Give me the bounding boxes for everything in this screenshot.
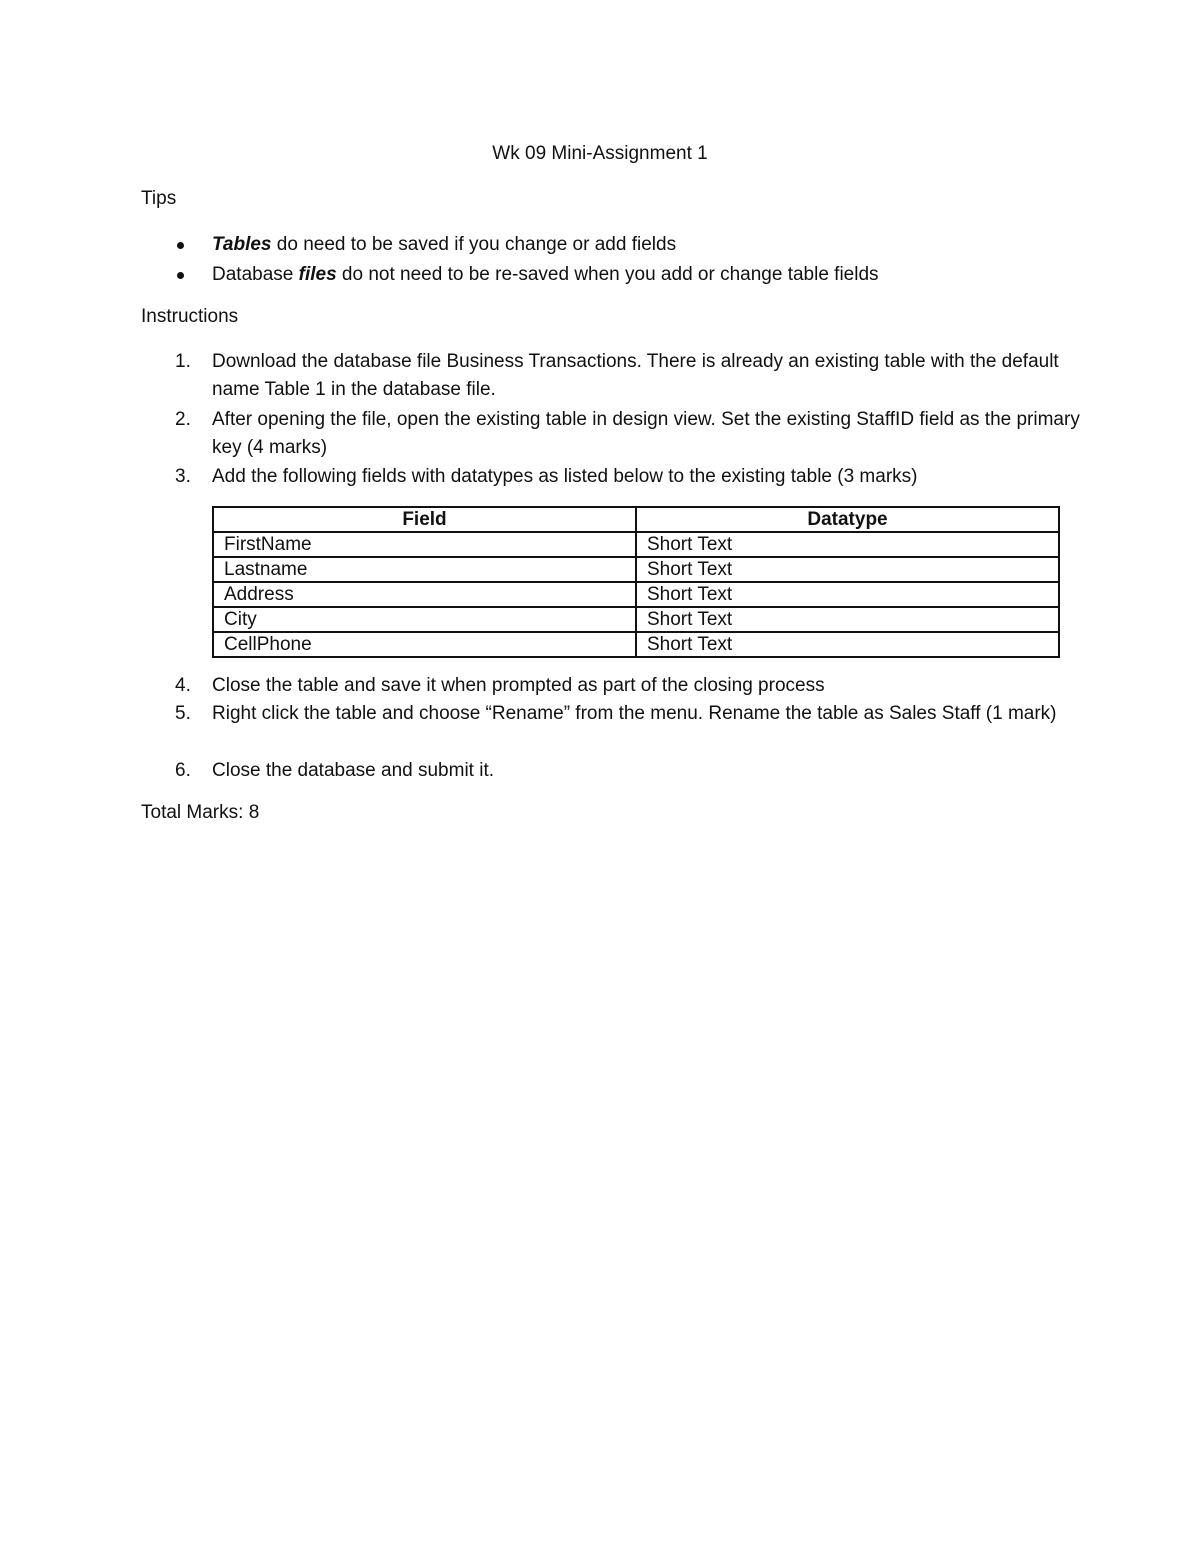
- bullet-icon: [177, 242, 184, 249]
- field-cell: City: [213, 607, 636, 632]
- step-text: Download the database file Business Transactions. There is already an existing table with the default name Table 1 in the database file.: [212, 351, 1059, 400]
- step-number: 6.: [175, 760, 191, 781]
- step-number: 4.: [175, 675, 191, 696]
- table-row: [213, 632, 1059, 657]
- datatype-cell: Short Text: [636, 532, 1059, 557]
- list-item: [141, 463, 1081, 491]
- column-header-field: Field: [213, 507, 636, 532]
- field-cell: Address: [213, 582, 636, 607]
- step-number: 5.: [175, 703, 191, 724]
- total-marks: Total Marks: 8: [141, 802, 260, 823]
- field-cell: Lastname: [213, 557, 636, 582]
- datatype-cell: Short Text: [636, 582, 1059, 607]
- step-text: Close the database and submit it.: [212, 760, 495, 781]
- list-item: [141, 231, 879, 261]
- step-number: 2.: [175, 409, 191, 430]
- page-title: Wk 09 Mini-Assignment 1: [492, 143, 708, 164]
- tip-emphasis: Tables: [212, 234, 272, 255]
- column-header-datatype: Datatype: [636, 507, 1059, 532]
- tip-emphasis: files: [298, 264, 337, 285]
- datatype-cell: Short Text: [636, 632, 1059, 657]
- tips-list: [141, 231, 879, 291]
- datatype-cell: Short Text: [636, 557, 1059, 582]
- list-item: [141, 757, 1081, 785]
- step-text: Add the following fields with datatypes as listed below to the existing table (3 marks): [212, 466, 918, 487]
- list-item: [141, 348, 1081, 404]
- step-text: Right click the table and choose “Rename” from the menu. Rename the table as Sales Staff (1 mark): [212, 703, 1057, 724]
- step-text: Close the table and save it when prompted as part of the closing process: [212, 675, 825, 696]
- table-row: [213, 532, 1059, 557]
- field-cell: CellPhone: [213, 632, 636, 657]
- table-row: [213, 582, 1059, 607]
- tip-text: do need to be saved if you change or add fields: [271, 234, 677, 255]
- tip-text: do not need to be re-saved when you add or change table fields: [336, 264, 879, 285]
- tip-prefix: Database: [212, 264, 299, 285]
- bullet-icon: [177, 272, 184, 279]
- step-number: 3.: [175, 466, 191, 487]
- list-item: [141, 261, 879, 291]
- datatype-cell: Short Text: [636, 607, 1059, 632]
- table-header-row: [213, 507, 1059, 532]
- fields-table: [212, 506, 1060, 658]
- step-number: 1.: [175, 351, 191, 372]
- tips-heading: Tips: [141, 188, 177, 209]
- instructions-heading: Instructions: [141, 306, 239, 327]
- list-item: [141, 672, 1081, 700]
- field-cell: FirstName: [213, 532, 636, 557]
- list-item: [141, 700, 1081, 728]
- table-row: [213, 557, 1059, 582]
- list-item: [141, 406, 1081, 462]
- table-row: [213, 607, 1059, 632]
- step-text: After opening the file, open the existing table in design view. Set the existing StaffID field as the primary key (4 marks): [212, 409, 1080, 458]
